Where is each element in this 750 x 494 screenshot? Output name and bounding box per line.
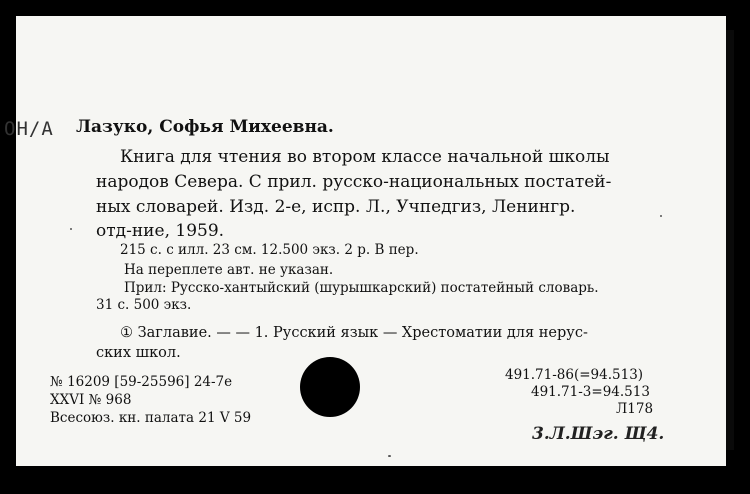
speck (388, 455, 391, 457)
title-line-1: Книга для чтения во втором классе начальной школы (120, 147, 610, 167)
registry-roman: XXVI № 968 (50, 392, 132, 408)
subject-line-1: ① Заглавие. — — 1. Русский язык — Хрестоматии для нерус- (120, 325, 588, 341)
title-line-4: отд-ние, 1959. (96, 221, 225, 241)
classification-1: 491.71-86(=94.513) (505, 367, 644, 383)
title-line-2: народов Севера. С прил. русско-национальных постатей- (96, 172, 612, 192)
physical-description: 215 с. с илл. 23 см. 12.500 экз. 2 р. В пер. (120, 242, 419, 258)
registry-chamber: Всесоюз. кн. палата 21 V 59 (50, 410, 252, 426)
note-line-1: На переплете авт. не указан. (124, 262, 334, 278)
punch-hole (300, 357, 360, 417)
title-line-3: ных словарей. Изд. 2-е, испр. Л., Учпедгиз, Ленингр. (96, 197, 576, 217)
author-heading: Лазуко, Софья Михеевна. (76, 117, 334, 137)
speck (70, 228, 72, 230)
classification-3: Л178 (616, 401, 654, 417)
card-edge-shadow (726, 30, 734, 450)
note-line-2: Прил: Русско-хантыйский (шурышкарский) постатейный словарь. (124, 280, 599, 296)
registry-number: № 16209 [59-25596] 24-7е (50, 374, 233, 390)
classification-2: 491.71-3=94.513 (531, 384, 650, 400)
subject-line-2: ских школ. (96, 345, 181, 361)
shelfmark: ОН/А (4, 118, 54, 140)
speck (660, 215, 662, 217)
handwritten-note: 3.Л.Шэг. Щ4. (532, 424, 665, 444)
note-line-3: 31 с. 500 экз. (96, 297, 192, 313)
